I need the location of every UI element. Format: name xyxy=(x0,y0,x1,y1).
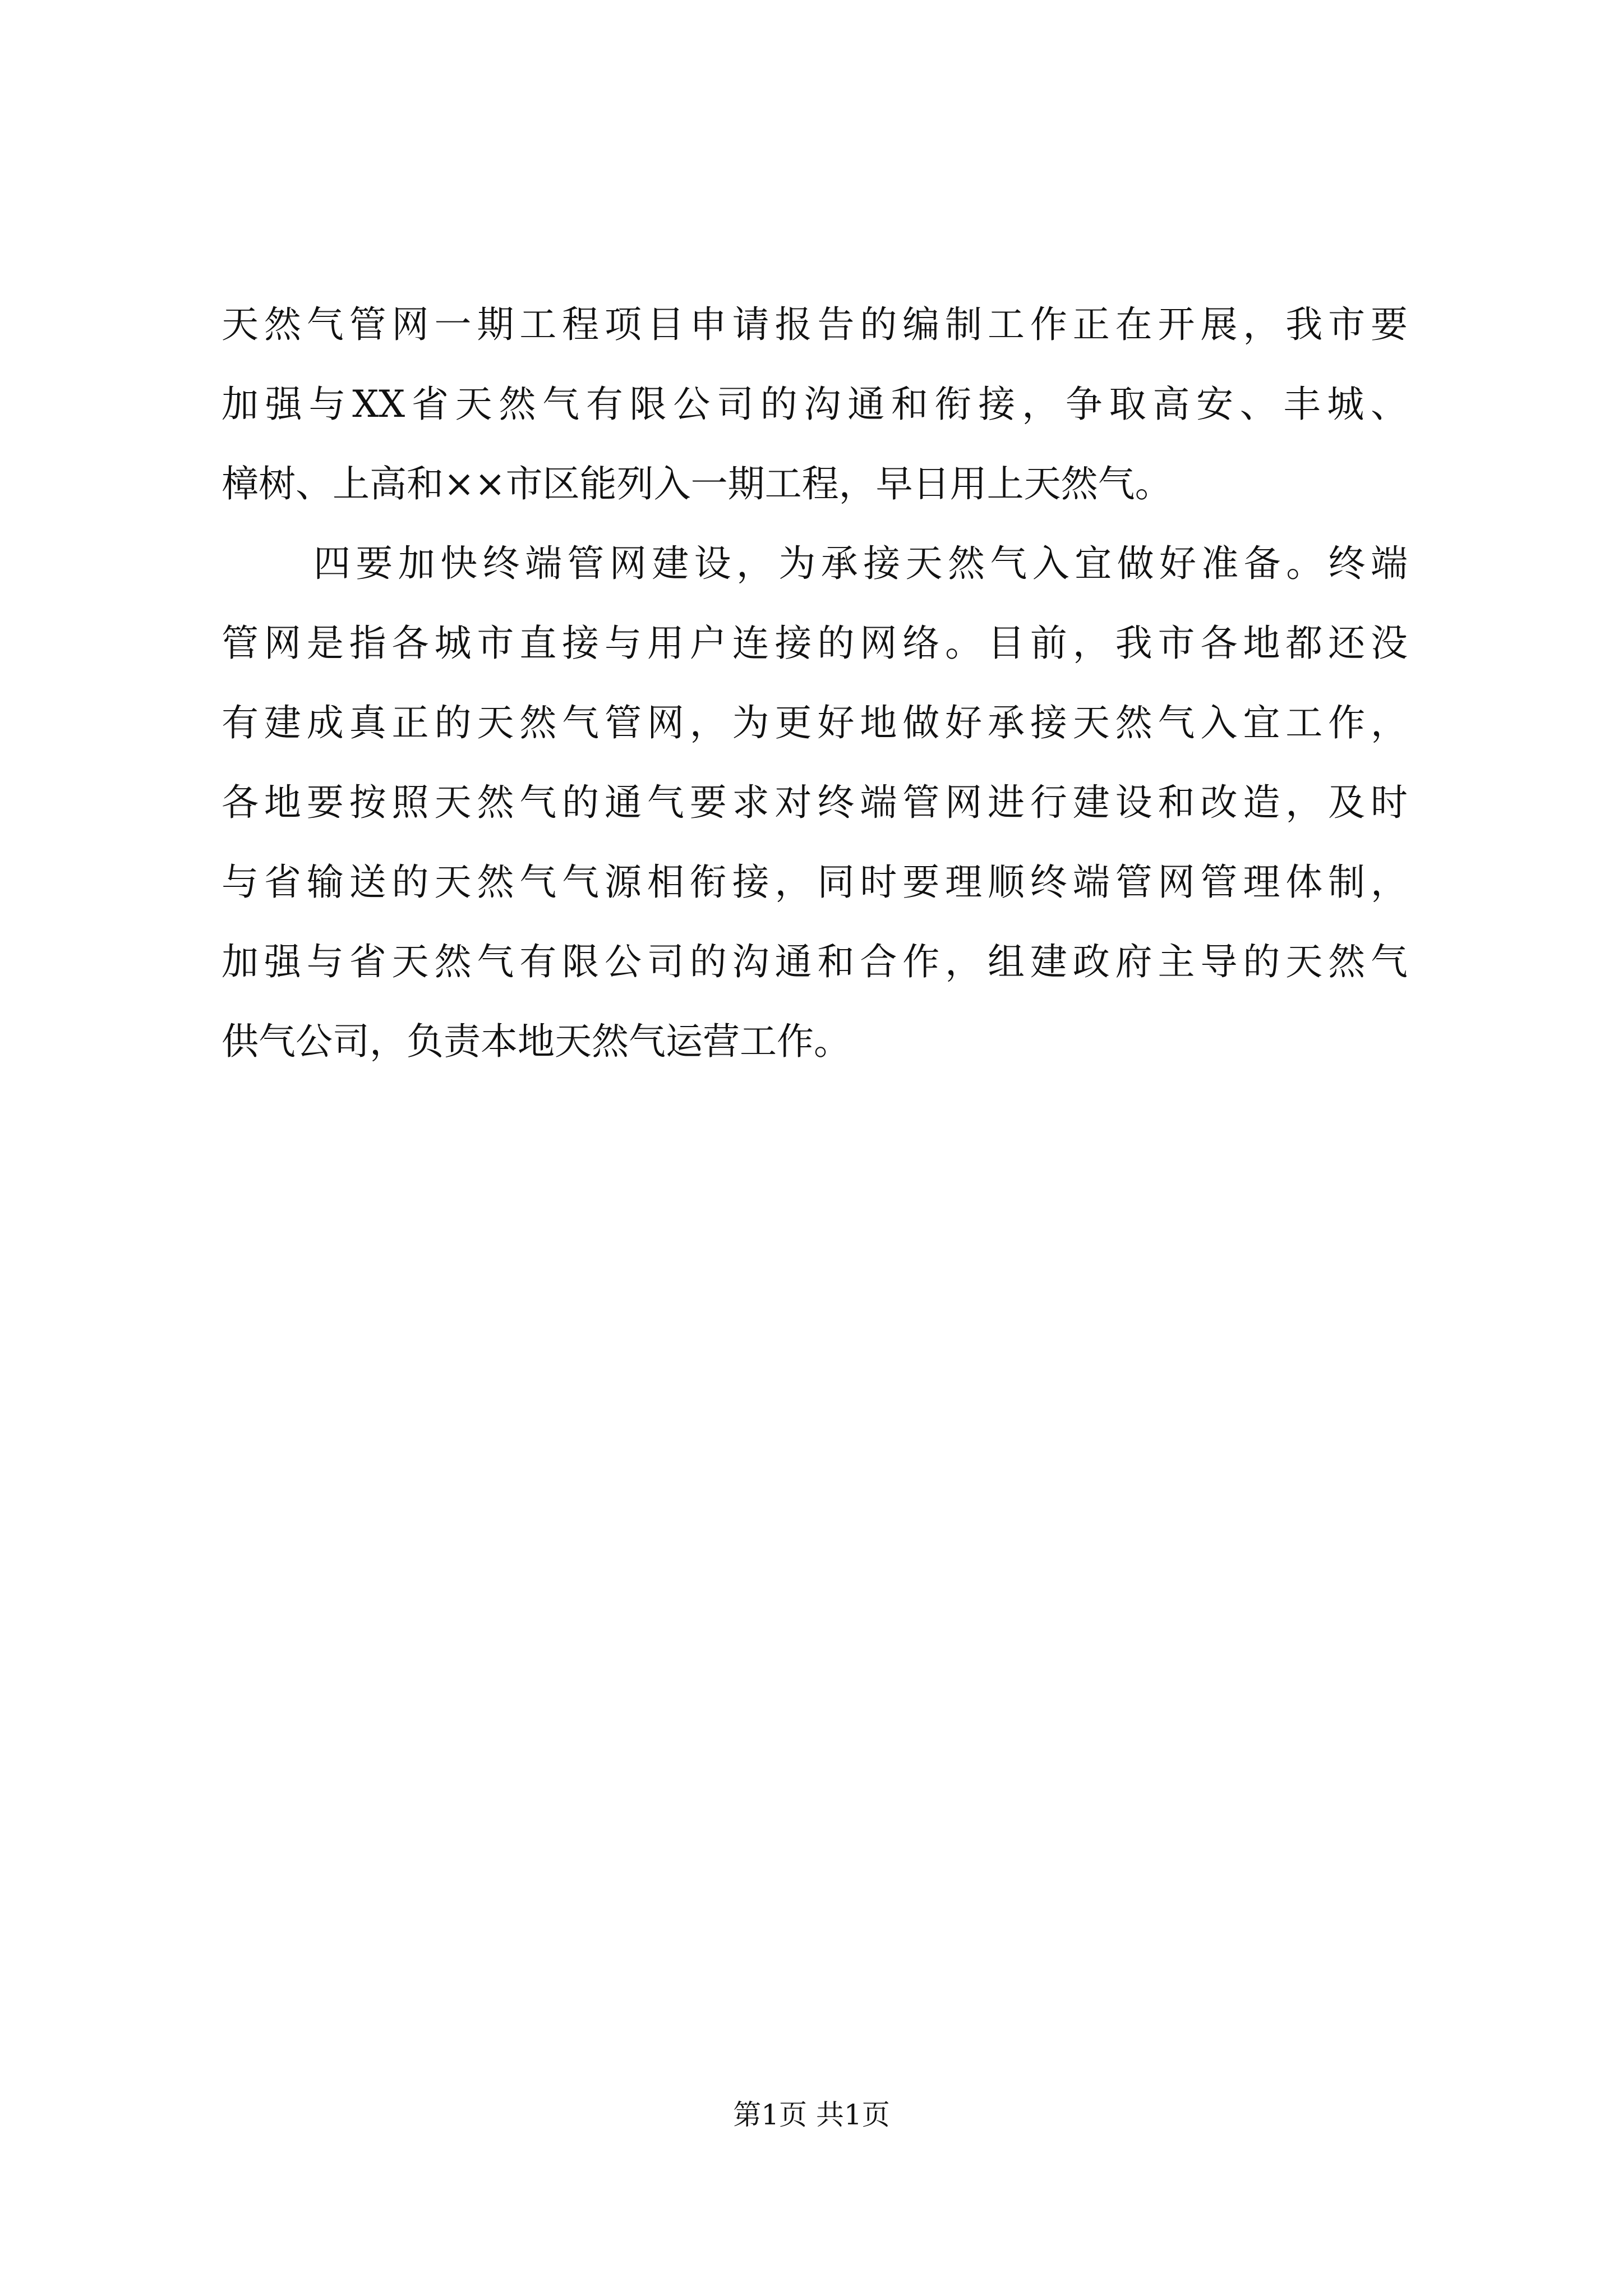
paragraph-line-6: 有建成真正的天然气管网，为更好地做好承接天然气入宜工作， xyxy=(222,701,1408,744)
paragraph-line-1: 天然气管网一期工程项目申请报告的编制工作正在开展，我市要 xyxy=(222,303,1408,346)
paragraph-line-8: 与省输送的天然气气源相衔接，同时要理顺终端管网管理体制， xyxy=(222,861,1408,904)
paragraph-line-7: 各地要按照天然气的通气要求对终端管网进行建设和改造，及时 xyxy=(222,781,1408,824)
paragraph-line-9: 加强与省天然气有限公司的沟通和合作，组建政府主导的天然气 xyxy=(222,940,1408,983)
page-number: 第1页 共1页 xyxy=(733,2099,890,2131)
paragraph-line-3: 樟树、上高和××市区能列入一期工程，早日用上天然气。 xyxy=(222,462,1172,505)
paragraph-line-5: 管网是指各城市直接与用户连接的网络。目前，我市各地都还没 xyxy=(222,622,1408,665)
paragraph-line-4: 四要加快终端管网建设，为承接天然气入宜做好准备。终端 xyxy=(313,542,1408,585)
paragraph-line-10: 供气公司，负责本地天然气运营工作。 xyxy=(222,1020,851,1063)
document-body xyxy=(222,285,1408,1082)
paragraph-line-2: 加强与XX省天然气有限公司的沟通和衔接，争取高安、丰城、 xyxy=(222,383,1408,426)
